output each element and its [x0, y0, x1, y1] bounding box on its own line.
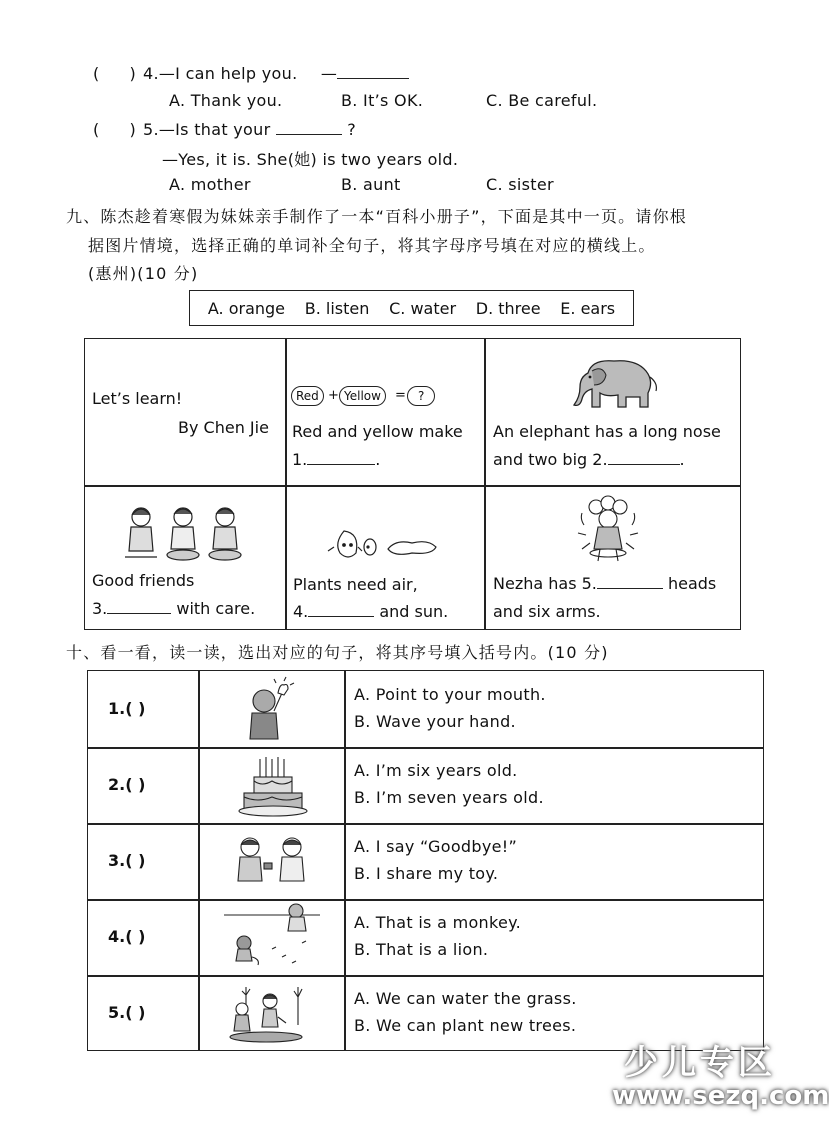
- watermark-url: www.sezq.com: [612, 1081, 829, 1111]
- q5-option-c: C. sister: [486, 175, 554, 194]
- cell5-line1: Plants need air,: [293, 575, 418, 594]
- row2-option-b: B. I’m seven years old.: [354, 788, 544, 807]
- row1-answer-paren[interactable]: 1.( ): [108, 699, 146, 718]
- section9-heading-line1: 九、陈杰趁着寒假为妹妹亲手制作了一本“百科小册子”，下面是其中一页。请你根: [66, 207, 687, 226]
- row1-option-b: B. Wave your hand.: [354, 712, 516, 731]
- nezha-illustration: [578, 493, 638, 563]
- blank-1[interactable]: [307, 450, 375, 465]
- q5-blank[interactable]: [276, 120, 342, 135]
- blank-3[interactable]: [107, 599, 171, 614]
- sharing-children-illustration: [234, 833, 310, 891]
- matching-table: [87, 670, 764, 1051]
- blank-5[interactable]: [597, 574, 663, 589]
- cell3-line2: and two big 2. .: [493, 450, 685, 469]
- cell4-line2: 3. with care.: [92, 599, 256, 618]
- cell4-line1: Good friends: [92, 571, 195, 590]
- section9-heading-line3: (惠州)(10 分): [88, 264, 199, 283]
- blank-2[interactable]: [608, 450, 680, 465]
- q5-answer-line: —Yes, it is. She(她) is two years old.: [162, 150, 459, 169]
- q4-option-c: C. Be careful.: [486, 91, 598, 110]
- row5-option-a: A. We can water the grass.: [354, 989, 577, 1008]
- row4-option-b: B. That is a lion.: [354, 940, 489, 959]
- cell5-line2: 4. and sun.: [293, 602, 449, 621]
- monkey-and-lion-illustration: [222, 903, 322, 971]
- word-option-b: B. listen: [304, 298, 370, 318]
- cell2-line1: Red and yellow make: [292, 422, 463, 441]
- waving-child-illustration: [238, 679, 298, 741]
- q4-option-a: A. Thank you.: [169, 91, 283, 110]
- site-watermark: [612, 1035, 829, 1131]
- row5-option-b: B. We can plant new trees.: [354, 1016, 577, 1035]
- planting-trees-illustration: [226, 981, 322, 1045]
- red-chip: Red: [291, 386, 324, 406]
- birthday-cake-illustration: [238, 755, 308, 817]
- equals-sign: =: [395, 388, 406, 403]
- plus-sign: +: [328, 388, 339, 403]
- row4-answer-paren[interactable]: 4.( ): [108, 927, 146, 946]
- word-box: [189, 290, 634, 326]
- booklet-title: Let’s learn!: [92, 389, 183, 408]
- word-option-a: A. orange: [207, 298, 286, 318]
- word-option-c: C. water: [389, 298, 457, 318]
- yellow-chip: Yellow: [339, 386, 386, 406]
- q4-stem: 4.—I can help you. —: [143, 64, 409, 83]
- booklet-page: [84, 338, 741, 630]
- row3-option-a: A. I say “Goodbye!”: [354, 837, 518, 856]
- cell3-line1: An elephant has a long nose: [493, 422, 721, 441]
- row3-option-b: B. I share my toy.: [354, 864, 499, 883]
- booklet-author: By Chen Jie: [178, 418, 269, 437]
- row2-answer-paren[interactable]: 2.( ): [108, 775, 146, 794]
- word-option-e: E. ears: [560, 298, 616, 318]
- row4-option-a: A. That is a monkey.: [354, 913, 521, 932]
- question-chip: ?: [407, 386, 435, 406]
- watermark-title: 少儿专区: [624, 1043, 776, 1083]
- row2-option-a: A. I’m six years old.: [354, 761, 518, 780]
- row3-answer-paren[interactable]: 3.( ): [108, 851, 146, 870]
- section9-heading-line2: 据图片情境，选择正确的单词补全句子，将其字母序号填在对应的横线上。: [88, 236, 656, 255]
- friends-illustration: [121, 501, 251, 563]
- q5-option-b: B. aunt: [341, 175, 401, 194]
- cell6-line2: and six arms.: [493, 602, 601, 621]
- q4-option-b: B. It’s OK.: [341, 91, 424, 110]
- blank-4[interactable]: [308, 602, 374, 617]
- q5-answer-paren[interactable]: ( ): [93, 120, 137, 139]
- cell6-line1: Nezha has 5. heads: [493, 574, 717, 593]
- q5-stem: 5.—Is that your ?: [143, 120, 357, 139]
- seeds-illustration: [328, 525, 440, 561]
- q4-answer-paren[interactable]: ( ): [93, 64, 137, 83]
- section10-heading: 十、看一看，读一读，选出对应的句子，将其序号填入括号内。(10 分): [66, 643, 609, 662]
- word-option-d: D. three: [475, 298, 541, 318]
- cell2-line2: 1. .: [292, 450, 381, 469]
- elephant-illustration: [570, 353, 660, 413]
- q5-option-a: A. mother: [169, 175, 251, 194]
- q4-blank[interactable]: [337, 64, 409, 79]
- row1-option-a: A. Point to your mouth.: [354, 685, 546, 704]
- row5-answer-paren[interactable]: 5.( ): [108, 1003, 146, 1022]
